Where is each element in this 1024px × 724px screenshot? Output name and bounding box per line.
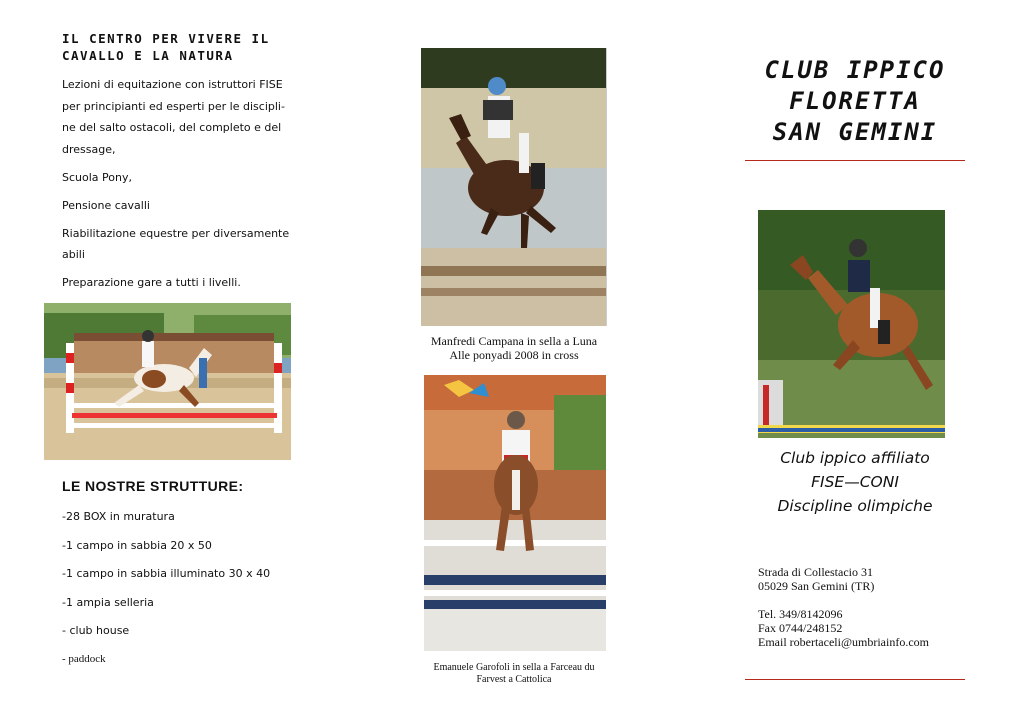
intro-line: per principianti ed esperti per le discipli- bbox=[62, 99, 285, 113]
show-jump-illustration bbox=[424, 375, 606, 651]
phone-text: Tel. 349/8142096 bbox=[758, 607, 843, 621]
pony-jump-photo bbox=[44, 303, 291, 460]
affiliation-line: Club ippico affiliato bbox=[780, 449, 930, 467]
club-name-title bbox=[745, 55, 965, 148]
riabilitazione-line: abili bbox=[62, 248, 85, 261]
strutture-item: -1 campo in sabbia 20 x 50 bbox=[62, 538, 212, 552]
divider-bottom bbox=[745, 679, 965, 680]
show-jumping-photo bbox=[424, 375, 606, 651]
spacer bbox=[758, 593, 968, 607]
cross-rider-illustration bbox=[421, 48, 607, 326]
intro-line: Lezioni di equitazione con istruttori FISE bbox=[62, 78, 283, 91]
heading-line-2: CAVALLO E LA NATURA bbox=[62, 48, 234, 63]
pensione-text: Pensione cavalli bbox=[62, 199, 150, 212]
left-column bbox=[62, 30, 322, 293]
strutture-list bbox=[62, 510, 322, 682]
horse-jump-photo bbox=[758, 210, 945, 438]
strutture-item: - club house bbox=[62, 624, 130, 638]
caption-line: Emanuele Garofoli in sella a Farceau du bbox=[433, 662, 595, 673]
address-line: Strada di Collestacio 31 bbox=[758, 565, 873, 579]
club-name-line: SAN GEMINI bbox=[772, 118, 938, 146]
email-text: Email robertaceli@umbriainfo.com bbox=[758, 635, 929, 649]
caption-line: Manfredi Campana in sella a Luna bbox=[430, 334, 598, 348]
scuola-pony-text: Scuola Pony, bbox=[62, 171, 132, 184]
intro-line: ne del salto ostacoli, del completo e del bbox=[62, 121, 282, 134]
lessons-paragraph bbox=[62, 74, 322, 160]
strutture-item: -1 campo in sabbia illuminato 30 x 40 bbox=[62, 567, 271, 581]
club-name-line: CLUB IPPICO bbox=[764, 56, 946, 84]
affiliation-text bbox=[745, 446, 965, 518]
heading-line-1: IL CENTRO PER VIVERE IL bbox=[62, 31, 270, 46]
horse-jump-illustration bbox=[758, 210, 945, 438]
strutture-item: -1 ampia selleria bbox=[62, 595, 154, 609]
strutture-item: -28 BOX in muratura bbox=[62, 510, 175, 523]
intro-line: dressage, bbox=[62, 142, 116, 156]
pony-jump-illustration bbox=[44, 303, 291, 460]
affiliation-line: Discipline olimpiche bbox=[777, 497, 933, 515]
strutture-title: LE NOSTRE STRUTTURE: bbox=[62, 478, 244, 494]
address-line: 05029 San Gemini (TR) bbox=[758, 579, 875, 593]
riabilitazione-text bbox=[62, 223, 322, 265]
caption-line: Farvest a Cattolica bbox=[476, 674, 552, 685]
fax-text: Fax 0744/248152 bbox=[758, 621, 843, 635]
affiliation-line: FISE—CONI bbox=[811, 473, 899, 491]
club-name-line: FLORETTA bbox=[789, 87, 921, 115]
caption-line: Alle ponyadi 2008 in cross bbox=[449, 348, 579, 362]
preparazione-text: Preparazione gare a tutti i livelli. bbox=[62, 276, 241, 289]
contacts-block bbox=[758, 565, 968, 649]
centro-heading bbox=[62, 30, 322, 64]
cross-country-photo bbox=[421, 48, 607, 326]
riabilitazione-line: Riabilitazione equestre per diversamente bbox=[62, 227, 290, 240]
strutture-item: - paddock bbox=[62, 652, 106, 665]
caption-manfredi bbox=[414, 334, 614, 362]
caption-emanuele bbox=[414, 662, 614, 686]
divider-top bbox=[745, 160, 965, 161]
